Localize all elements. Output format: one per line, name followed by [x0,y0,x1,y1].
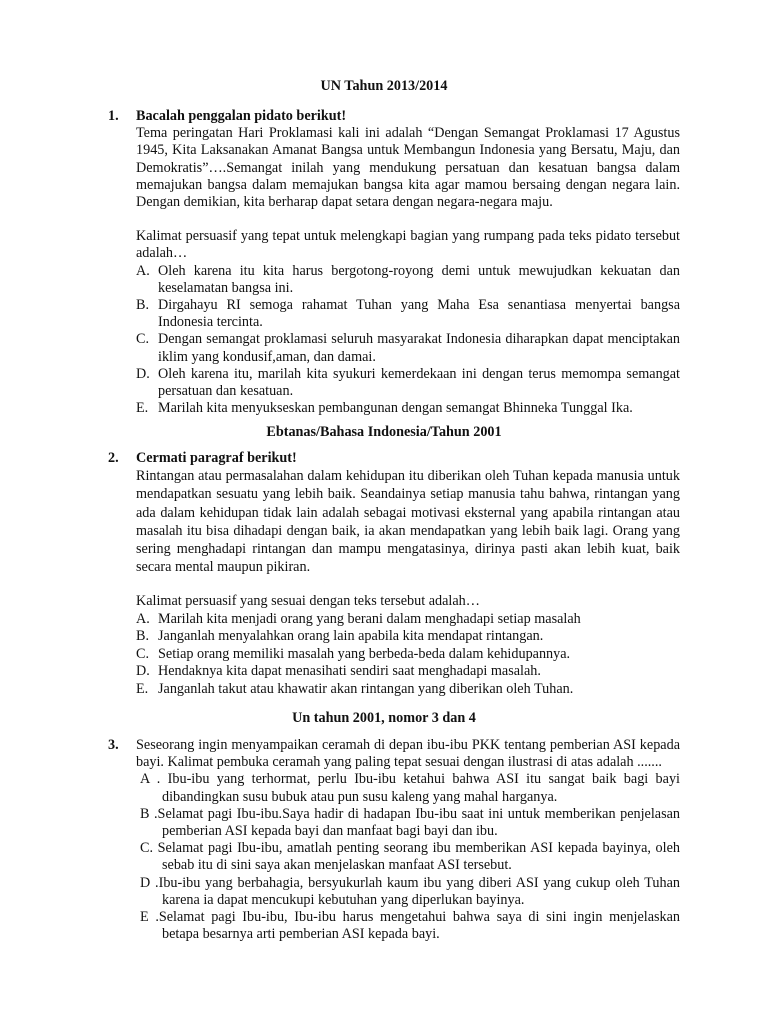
question-1-passage: Tema peringatan Hari Proklamasi kali ini adalah “Dengan Semangat Proklamasi 17 Agustus 1945, Kita Laksanakan Amanat Bangsa untuk Membangun Indonesia yang Bersatu, Maju, dan Demokratis”….Semangat inilah yang mendukung persatuan dan kesatuan bangsa dalam memajukan bangsa dalam memajukan bangsa kita agar mamou bersaing dengan negara lain. Dengan demikian, kita berharap dapat setara dengan negara-negara maju. [136,125,680,211]
option-text: Oleh karena itu, marilah kita syukuri kemerdekaan ini dengan terus memompa semangat persatuan dan kesatuan. [158,365,680,400]
option-d: D .Ibu-ibu yang berbahagia, bersyukurlah kaum ibu yang diberi ASI yang cukup oleh Tuhan karena ia dapat mencukupi kebutuhan yang diperlukan bayinya. [140,874,680,908]
option-text: Hendaknya kita dapat menasihati sendiri saat menghadapi masalah. [158,663,541,680]
option-c: C. Selamat pagi Ibu-ibu, amatlah penting seorang ibu memberikan ASI kepada bayinya, oleh sebab itu di sini saya akan menjelaskan manfaat ASI tersebut. [140,840,680,874]
option-text: Dirgahayu RI semoga rahamat Tuhan yang Maha Esa senantiasa menyertai bangsa Indonesia tercinta. [158,297,680,331]
question-3-header [108,737,680,771]
question-2-lead: Kalimat persuasif yang sesuai dengan teks tersebut adalah… [136,593,480,610]
option-letter: B. [136,628,150,645]
option-e [136,681,680,698]
option-letter: C. [136,331,150,348]
option-letter: E. [136,400,149,417]
option-d [136,663,680,680]
option-a [136,611,680,628]
option-b: B .Selamat pagi Ibu-ibu.Saya hadir di hadapan Ibu-ibu saat ini untuk memberikan penjelasan pemberian ASI kepada bayi dan manfaat bagi bayi dan ibu. [140,805,680,840]
section-heading-2: Ebtanas/Bahasa Indonesia/Tahun 2001 [266,424,502,440]
question-2-header [108,450,680,467]
option-letter: C. [136,645,150,662]
question-1-lead: Kalimat persuasif yang tepat untuk melengkapi bagian yang rumpang pada teks pidato tersebut adalah… [136,228,680,262]
question-2 [108,450,680,699]
question-3 [108,737,680,943]
question-3-stem: Seseorang ingin menyampaikan ceramah di depan ibu-ibu PKK tentang pemberian ASI kepada bayi. Kalimat pembuka ceramah yang paling tepat sesuai dengan ilustrasi di atas adalah ....... [136,737,680,771]
question-3-number: 3. [108,737,119,753]
option-letter: E. [136,681,149,697]
option-letter: D. [136,663,150,680]
question-2-number: 2. [108,450,119,466]
question-3-options [136,771,680,943]
option-b [136,297,680,331]
option-text: Janganlah menyalahkan orang lain apabila kita mendapat rintangan. [158,628,544,645]
question-2-title: Cermati paragraf berikut! [136,450,297,466]
option-letter: A. [136,610,150,627]
option-e [136,400,680,417]
option-text: Oleh karena itu kita harus bergotong-royong demi untuk mewujudkan kekuatan dan keselamatan bangsa ini. [158,262,680,296]
option-letter: B. [136,297,150,314]
option-text: Setiap orang memiliki masalah yang berbeda-beda dalam kehidupannya. [158,645,571,662]
question-2-passage: Rintangan atau permasalahan dalam kehidupan itu diberikan oleh Tuhan kepada manusia untuk mendapatkan sesuatu yang lebih baik. Seandainya setiap manusia tahu bahwa, rintangan yang ada dalam kehidupan tidak lain adalah sebagai motivasi eksternal yang apabila rintangan atau masalah itu bisa dihadapi dengan baik, ia akan mendapatkan yang lebih baik lagi. Orang yang sering menghadapi rintangan dan mampu mengatasinya, dirinya pasti akan lebih kuat, baik secara mental maupun pikiran. [136,468,680,576]
section-heading-1: UN Tahun 2013/2014 [320,78,448,94]
option-a [136,263,680,297]
option-letter: D. [136,365,150,382]
option-d [136,366,680,400]
option-text: Dengan semangat proklamasi seluruh masyarakat Indonesia diharapkan dapat menciptakan iklim yang kondusif,aman, dan damai. [158,331,680,365]
question-1-header [108,108,680,125]
option-text: Marilah kita menyukseskan pembangunan dengan semangat Bhinneka Tunggal Ika. [158,400,633,417]
option-b [136,628,680,645]
question-2-options [136,611,680,699]
option-c [136,331,680,365]
question-1-number: 1. [108,108,119,124]
option-e: E .Selamat pagi Ibu-ibu, Ibu-ibu harus mengetahui bahwa saya di sini ingin menjelaskan betapa besarnya arti pemberian ASI kepada bayi. [140,909,680,943]
option-text: Janganlah takut atau khawatir akan rintangan yang diberikan oleh Tuhan. [158,681,574,697]
question-1-title: Bacalah penggalan pidato berikut! [136,108,347,124]
section-heading-3: Un tahun 2001, nomor 3 dan 4 [292,710,476,726]
question-1-options [136,263,680,418]
option-c [136,646,680,663]
option-a: A . Ibu-ibu yang terhormat, perlu Ibu-ibu ketahui bahwa ASI itu sangat baik bagi bayi dibandingkan susu bubuk atau pun susu kaleng yang mahal harganya. [140,771,680,805]
option-letter: A. [136,262,150,279]
option-text: Marilah kita menjadi orang yang berani dalam menghadapi setiap masalah [158,610,581,627]
question-1 [108,108,680,417]
